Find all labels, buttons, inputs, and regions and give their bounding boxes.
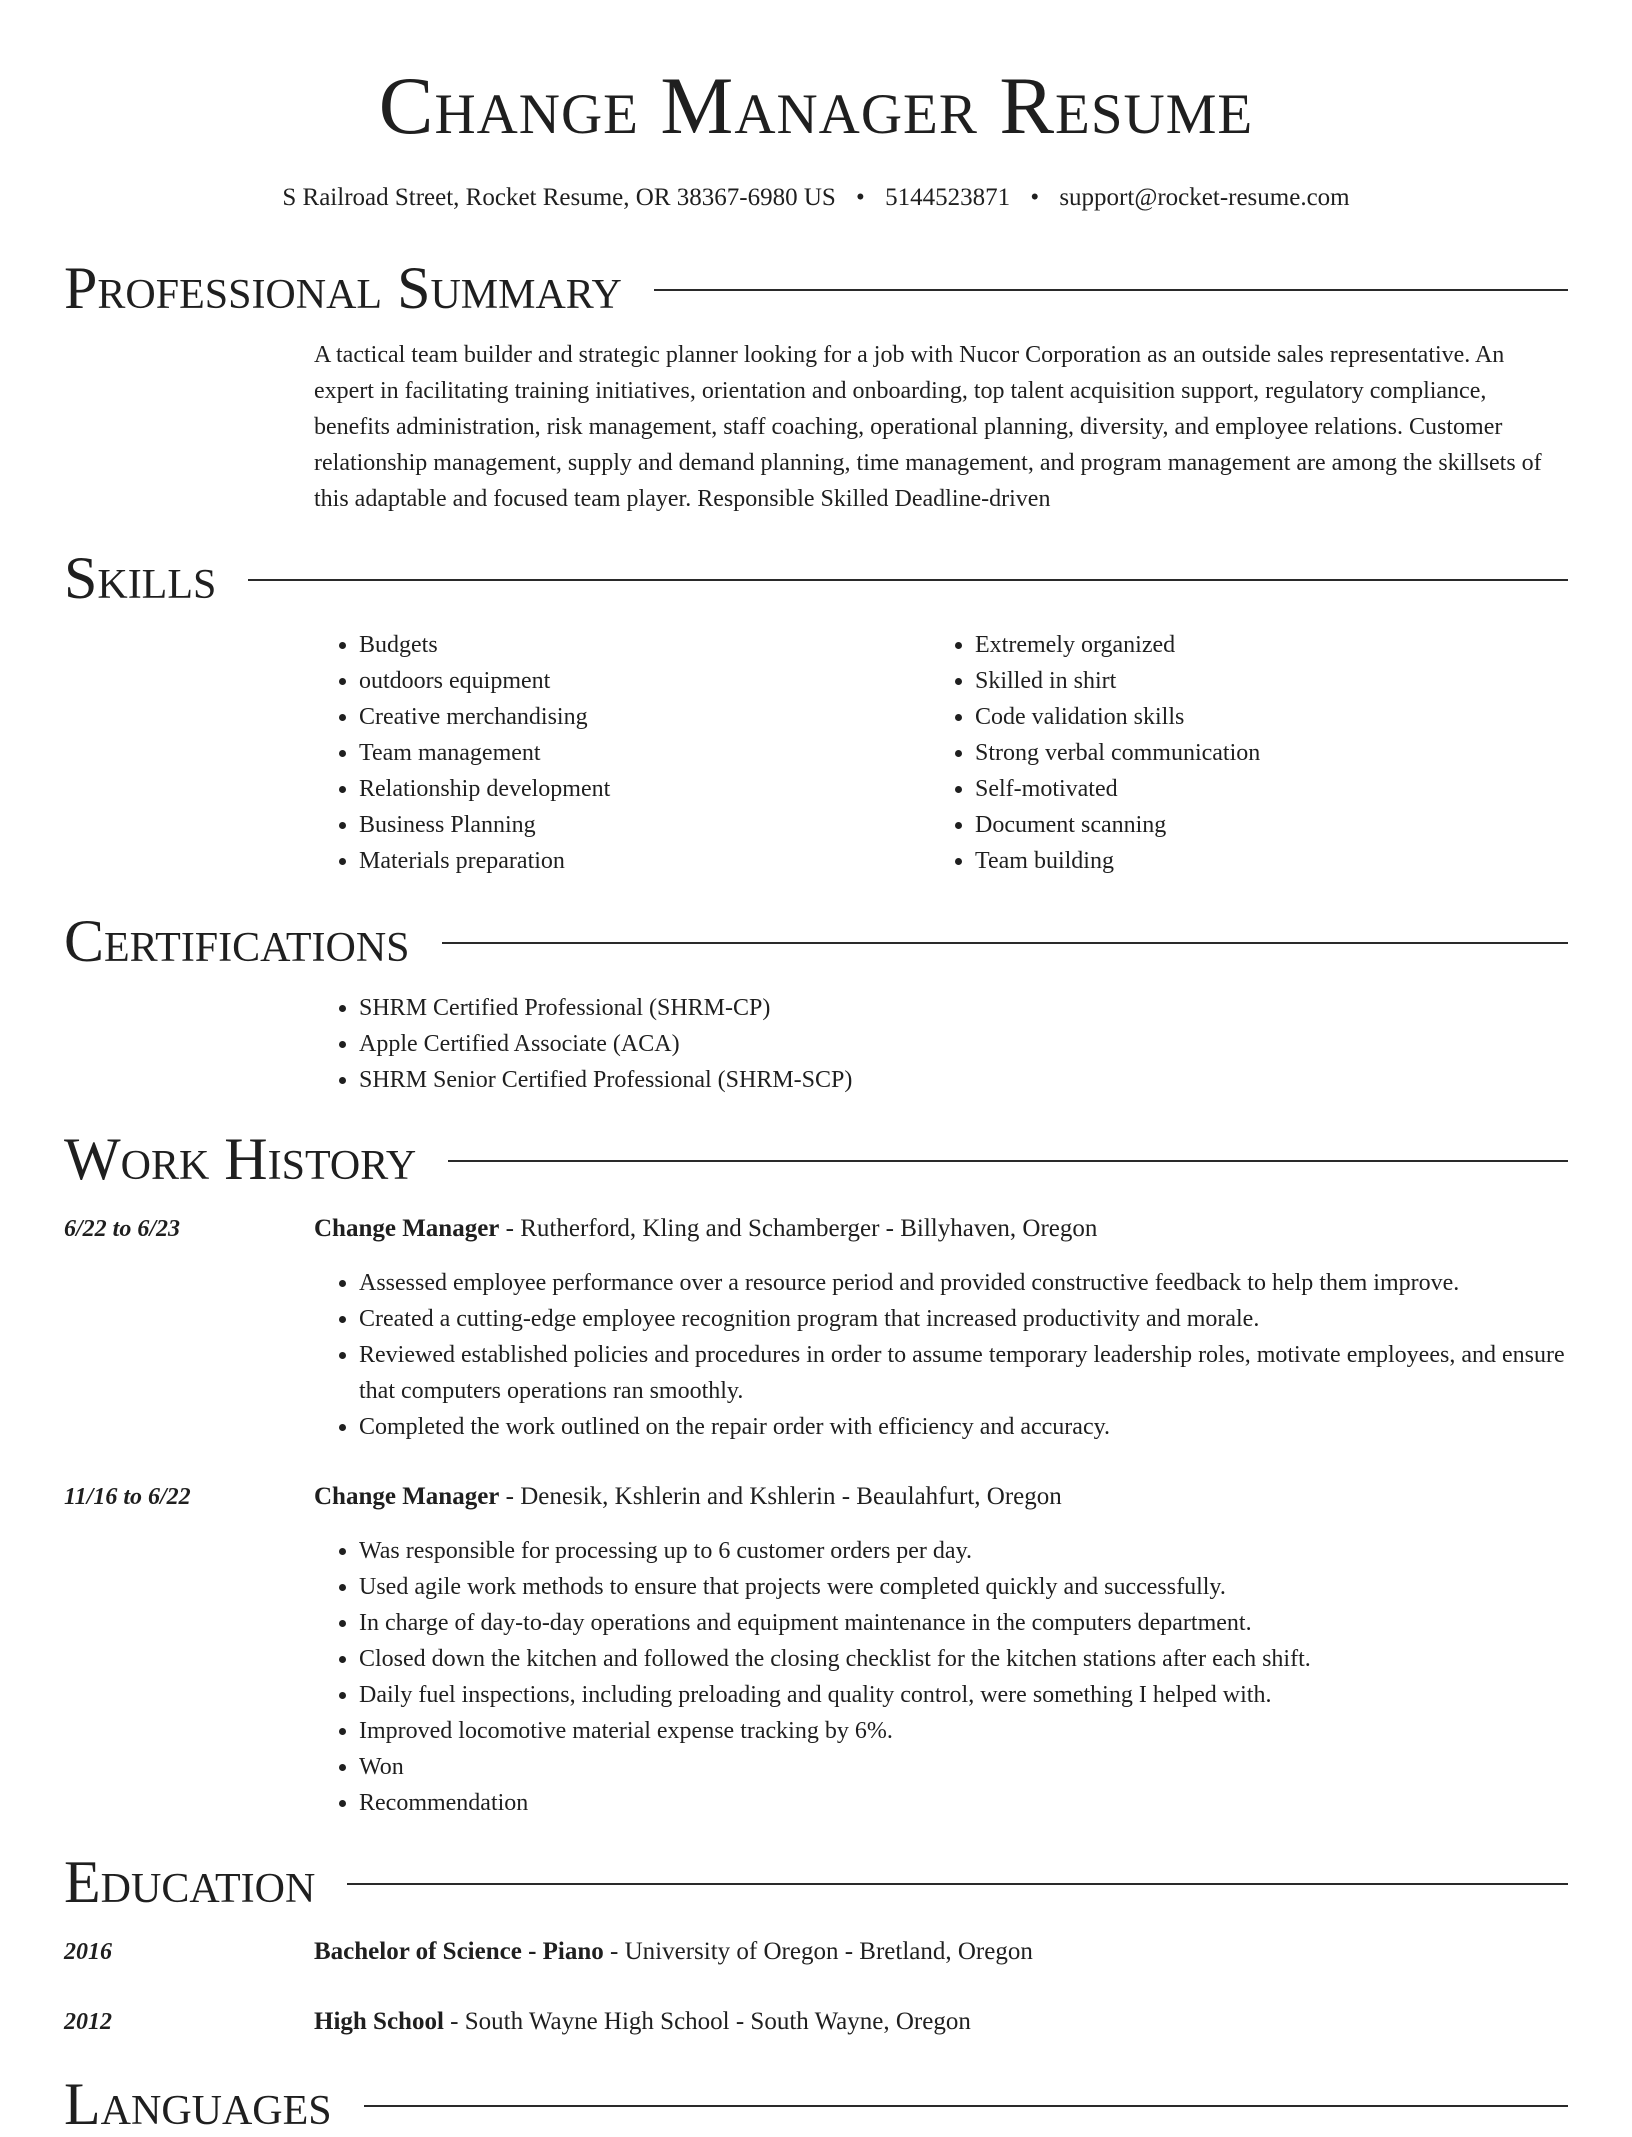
job-bullet: • Won: [359, 1749, 1568, 1785]
job-bullet: • Reviewed established policies and procedures in order to assume temporary leadership roles, motivate employees, and ensure that computers operations ran smoothly.: [359, 1337, 1568, 1409]
education-entry: [314, 1934, 1568, 1970]
skill-item: • Skilled in shirt: [975, 663, 1546, 699]
job-bullet: • Improved locomotive material expense tracking by 6%.: [359, 1713, 1568, 1749]
section-title: Professional Summary: [64, 255, 622, 321]
job-entry: [314, 1211, 1568, 1445]
section-title: Languages: [64, 2071, 332, 2137]
skill-item: • Materials preparation: [359, 843, 930, 879]
job-title-line: [314, 1479, 1568, 1515]
contact-separator: •: [1030, 184, 1040, 211]
skill-item: • Creative merchandising: [359, 699, 930, 735]
education-school: - South Wayne High School - South Wayne, Oregon: [443, 2008, 971, 2035]
section-heading-skills: [64, 546, 1568, 610]
skill-item: • Strong verbal communication: [975, 735, 1546, 771]
job-entry: [314, 1479, 1568, 1821]
skills-column-left: [314, 627, 930, 879]
resume-header: [0, 58, 1632, 214]
job-title: Change Manager: [314, 1483, 500, 1510]
skill-item: • Business Planning: [359, 807, 930, 843]
education-year: 2012: [64, 2009, 112, 2035]
resume-title: Change Manager Resume: [378, 60, 1254, 151]
job-employer: - Denesik, Kshlerin and Kshlerin - Beaulahfurt, Oregon: [499, 1483, 1062, 1510]
job-bullet: • Completed the work outlined on the repair order with efficiency and accuracy.: [359, 1409, 1568, 1445]
job-dates: 11/16 to 6/22: [64, 1484, 191, 1510]
job-bullets: [314, 1533, 1568, 1821]
job-bullets: [314, 1265, 1568, 1445]
section-heading-summary: [64, 256, 1568, 320]
skill-item: • Document scanning: [975, 807, 1546, 843]
job-bullet: • Assessed employee performance over a resource period and provided constructive feedback to help them improve.: [359, 1265, 1568, 1301]
job-title: Change Manager: [314, 1215, 500, 1242]
skill-item: • Team management: [359, 735, 930, 771]
section-heading-certifications: [64, 909, 1568, 973]
section-title: Skills: [64, 545, 217, 611]
contact-line: [0, 182, 1632, 214]
section-title: Certifications: [64, 908, 410, 974]
section-title: Work History: [64, 1126, 417, 1192]
education-line: [314, 2004, 1568, 2040]
section-title: Education: [64, 1849, 316, 1915]
section-divider: [364, 2105, 1568, 2107]
skill-item: • Relationship development: [359, 771, 930, 807]
job-bullet: • Recommendation: [359, 1785, 1568, 1821]
section-heading-languages: [64, 2072, 1568, 2136]
education-year: 2016: [64, 1939, 112, 1965]
section-divider: [248, 579, 1568, 581]
section-heading-work-history: [64, 1127, 1568, 1191]
job-title-line: [314, 1211, 1568, 1247]
summary-block: [314, 337, 1568, 517]
contact-separator: •: [856, 184, 865, 211]
job-bullet: • In charge of day-to-day operations and equipment maintenance in the computers department.: [359, 1605, 1568, 1641]
section-divider: [347, 1883, 1568, 1885]
section-divider: [442, 942, 1568, 944]
certifications-block: [314, 990, 1568, 1098]
skills-column-right: [930, 627, 1546, 879]
skill-item: • Budgets: [359, 627, 930, 663]
summary-text: A tactical team builder and strategic planner looking for a job with Nucor Corporation as an outside sales representative. An expert in facilitating training initiatives, orientation and onboarding, top talent acquisition support, regulatory compliance, benefits administration, risk management, staff coaching, operational planning, diversity, and employee relations. Customer relationship management, supply and demand planning, time management, and program management are among the skillsets of this adaptable and focused team player. Responsible Skilled Deadline-driven: [314, 342, 1542, 512]
job-bullet: • Closed down the kitchen and followed the closing checklist for the kitchen stations after each shift.: [359, 1641, 1568, 1677]
education-degree: High School: [314, 2008, 444, 2035]
skill-item: • Team building: [975, 843, 1546, 879]
contact-address: S Railroad Street, Rocket Resume, OR 38367-6980 US: [282, 184, 836, 211]
contact-phone: 5144523871: [885, 184, 1011, 211]
education-entry: [314, 2004, 1568, 2040]
contact-email: support@rocket-resume.com: [1059, 184, 1350, 211]
job-bullet: • Used agile work methods to ensure that projects were completed quickly and successfully.: [359, 1569, 1568, 1605]
skills-block: [314, 627, 1568, 879]
skill-item: • Self-motivated: [975, 771, 1546, 807]
certification-item: • SHRM Certified Professional (SHRM-CP): [359, 990, 1568, 1026]
skill-item: • outdoors equipment: [359, 663, 930, 699]
certification-item: • SHRM Senior Certified Professional (SHRM-SCP): [359, 1062, 1568, 1098]
job-employer: - Rutherford, Kling and Schamberger - Billyhaven, Oregon: [499, 1215, 1098, 1242]
education-degree: Bachelor of Science - Piano: [314, 1938, 604, 1965]
section-divider: [654, 289, 1568, 291]
job-bullet: • Was responsible for processing up to 6 customer orders per day.: [359, 1533, 1568, 1569]
job-bullet: • Daily fuel inspections, including preloading and quality control, were something I helped with.: [359, 1677, 1568, 1713]
certification-item: • Apple Certified Associate (ACA): [359, 1026, 1568, 1062]
job-dates: 6/22 to 6/23: [64, 1216, 181, 1242]
education-school: - University of Oregon - Bretland, Oregon: [603, 1938, 1033, 1965]
education-line: [314, 1934, 1568, 1970]
job-bullet: • Created a cutting-edge employee recognition program that increased productivity and morale.: [359, 1301, 1568, 1337]
section-divider: [448, 1160, 1568, 1162]
skill-item: • Code validation skills: [975, 699, 1546, 735]
skill-item: • Extremely organized: [975, 627, 1546, 663]
section-heading-education: [64, 1850, 1568, 1914]
